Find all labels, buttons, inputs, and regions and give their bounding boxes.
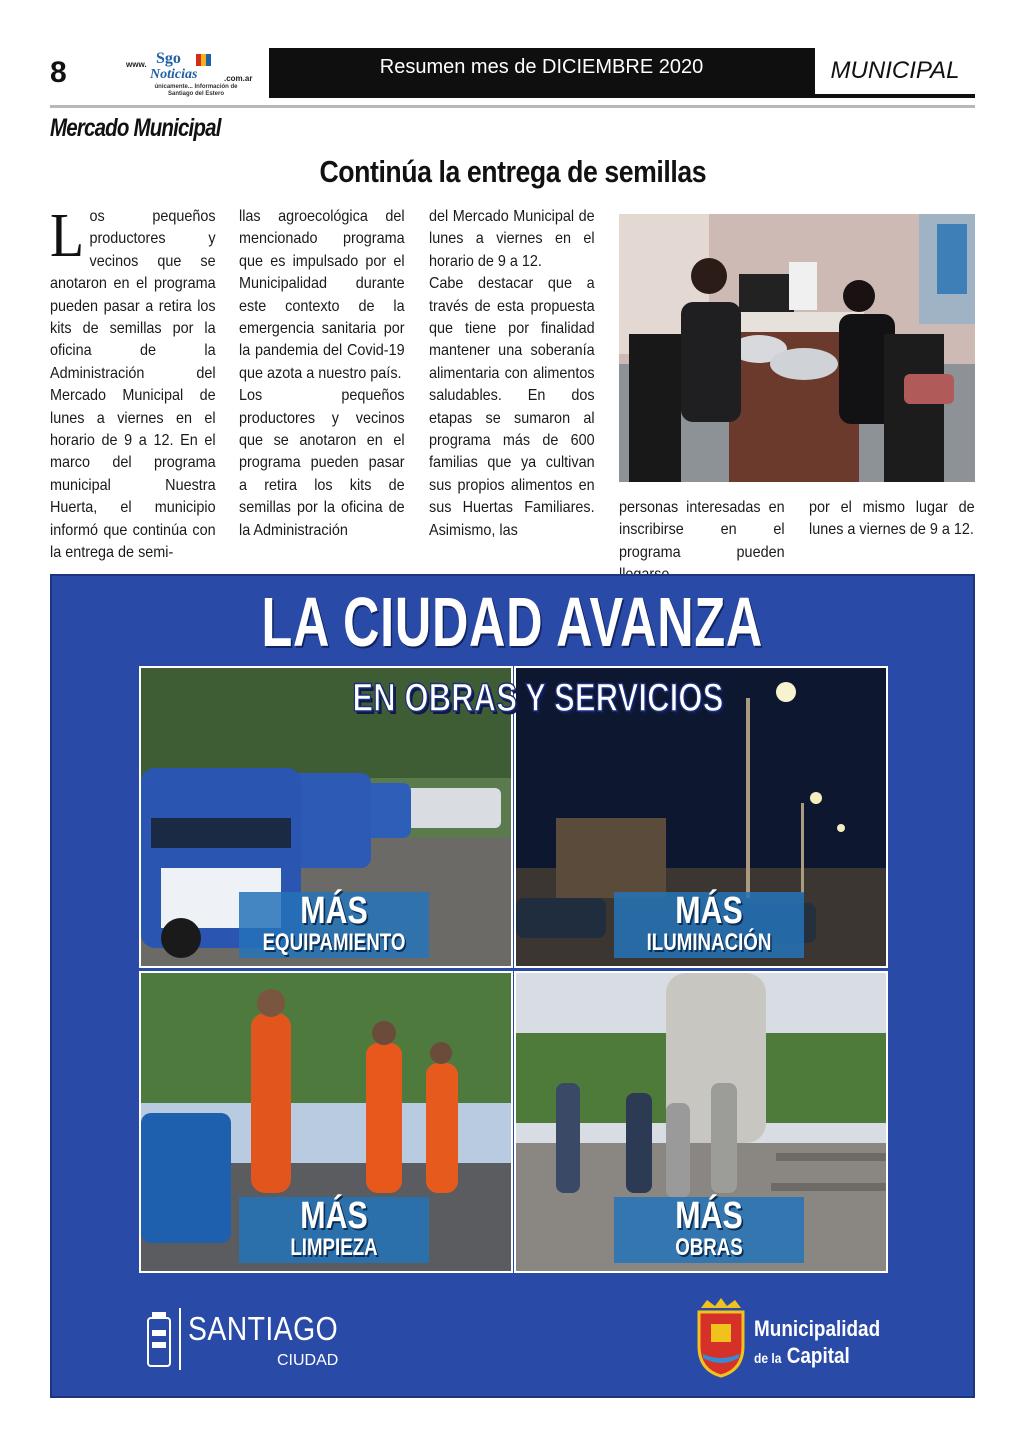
santiago-name: SANTIAGO <box>188 1310 339 1347</box>
label-equipamiento-small: EQUIPAMIENTO <box>262 929 406 956</box>
label-obras-small: OBRAS <box>675 1234 743 1261</box>
santiago-emblem-icon <box>146 1310 172 1370</box>
column-2-text-b: Los pequeños productores y vecinos que se anotaron en el programa pueden pasar a retira los kits de semillas por la oficina de la Administración <box>239 387 405 539</box>
logo-brand-line1: Sgo <box>156 50 181 67</box>
label-obras-big: MÁS <box>675 1195 743 1237</box>
municipalidad-line2-main: Capital <box>786 1343 850 1368</box>
municipalidad-line2-prefix: de la <box>754 1350 782 1366</box>
logo-tagline1: únicamente... Información de <box>154 84 238 90</box>
column-1-text: os pequeños productores y vecinos que se anotaron en el programa pueden pasar a retira los kits de semillas por la oficina de la Administración del Mercado Municipal de lunes a viernes en el horario de 9 a 12. En el marco del programa municipal Nuestra Huerta, el municipio informó que continúa con la entrega de semi- <box>50 208 216 562</box>
label-limpieza-big: MÁS <box>300 1195 368 1237</box>
office-scene-image <box>619 214 975 482</box>
municipalidad-line2 <box>754 1343 850 1369</box>
logo-separator <box>179 1308 181 1370</box>
header-rule <box>50 105 975 108</box>
label-obras <box>614 1197 804 1263</box>
ad-subtitle-text: EN OBRAS Y SERVICIOS <box>352 676 724 720</box>
tile-limpieza <box>139 971 513 1273</box>
page-number: 8 <box>50 48 76 98</box>
label-iluminacion-small: ILUMINACIÓN <box>646 929 772 956</box>
ad-title-text: LA CIUDAD AVANZA <box>261 583 764 661</box>
column-3-text-a: del Mercado Municipal de lunes a viernes en el horario de 9 a 12. <box>429 208 595 270</box>
logo-www: www. <box>126 60 147 69</box>
label-iluminacion <box>614 892 804 958</box>
logo-domain: .com.ar <box>224 74 253 83</box>
article-column-4 <box>619 497 785 567</box>
headline-text: Continúa la entrega de semillas <box>319 154 706 189</box>
dropcap: L <box>50 202 85 270</box>
sgo-noticias-logo <box>126 50 266 96</box>
article-photo <box>619 214 975 482</box>
article-column-1 <box>50 202 216 566</box>
label-limpieza-small: LIMPIEZA <box>290 1234 378 1261</box>
santiago-city: CIUDAD <box>277 1352 339 1369</box>
label-equipamiento-big: MÁS <box>300 890 368 932</box>
advertisement <box>50 574 975 1398</box>
ad-subtitle <box>300 676 724 724</box>
column-2-text-a: llas agroecológica del mencionado programa que es impulsado por el Municipalidad durante este contexto de la emergencia sanitaria por la pandemia del Covid-19 que azota a nuestro país. <box>239 208 405 382</box>
article-kicker: Mercado Municipal <box>50 114 221 142</box>
label-iluminacion-big: MÁS <box>675 890 743 932</box>
page-header <box>50 48 975 98</box>
article-column-3 <box>429 206 595 566</box>
label-limpieza <box>239 1197 429 1263</box>
section-name: MUNICIPAL <box>815 48 975 96</box>
column-5-text: por el mismo lugar de lunes a viernes de 9 a 12. <box>809 499 975 539</box>
logo-color-blocks-icon <box>196 54 210 66</box>
santiago-ciudad-logo <box>146 1308 346 1378</box>
article-column-2 <box>239 206 405 566</box>
header-bar <box>269 48 975 98</box>
issue-title: Resumen mes de DICIEMBRE 2020 <box>379 56 704 78</box>
municipalidad-line1: Municipalidad <box>754 1316 881 1341</box>
article-headline <box>50 154 975 190</box>
coat-of-arms-icon <box>695 1296 747 1378</box>
municipalidad-logo <box>695 1296 895 1380</box>
ad-title <box>50 582 975 662</box>
logo-brand-line2: Noticias <box>150 67 198 82</box>
article-column-5 <box>809 497 975 567</box>
tile-obras <box>514 971 888 1273</box>
column-3-text-b: Cabe destacar que a través de esta propuesta que tiene por finalidad mantener una soberanía alimentaria con alimentos saludables. En dos etapas se sumaron al programa más de 600 familias que ya cultivan sus propios alimentos en sus Huertas Familiares. Asimismo, las <box>429 275 595 539</box>
logo-tagline2: Santiago del Estero <box>167 91 224 97</box>
label-equipamiento <box>239 892 429 958</box>
column-4-text: personas interesadas en inscribirse en el programa pueden <box>619 499 785 561</box>
